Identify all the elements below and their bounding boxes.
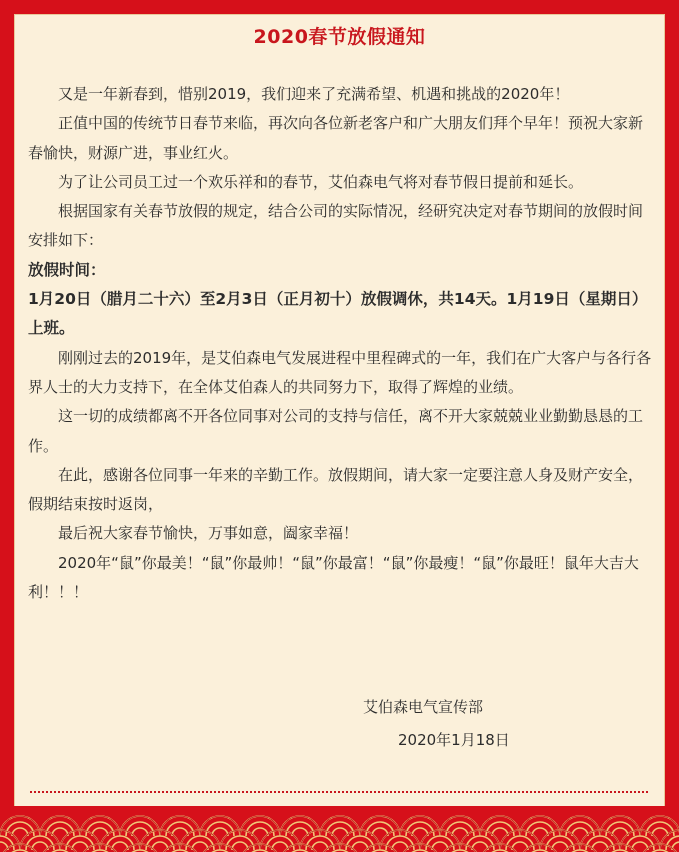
paragraph: 正值中国的传统节日春节来临，再次向各位新老客户和广大朋友们拜个早年！预祝大家新春愉快，财源广进，事业红火。 xyxy=(28,114,644,162)
signature-date: 2020年1月18日 xyxy=(398,731,510,749)
notice-body xyxy=(28,80,652,607)
dotted-divider xyxy=(30,791,648,793)
paragraph: 刚刚过去的2019年，是艾伯森电气发展进程中里程碑式的一年，我们在广大客户与各行各界人士的大力支持下，在全体艾伯森人的共同努力下，取得了辉煌的业绩。 xyxy=(28,348,652,396)
paragraph: 又是一年新春到，惜别2019，我们迎来了充满希望、机遇和挑战的2020年！ xyxy=(58,85,570,103)
paragraph: 这一切的成绩都离不开各位同事对公司的支持与信任，离不开大家兢兢业业勤勤恳恳的工作。 xyxy=(28,407,644,455)
holiday-dates: 1月20日（腊月二十六）至2月3日（正月初十）放假调休，共14天。1月19日（星期日）上班。 xyxy=(28,290,648,338)
auspicious-wave-border xyxy=(0,806,679,852)
paragraph: 在此，感谢各位同事一年来的辛勤工作。放假期间，请大家一定要注意人身及财产安全，假期结束按时返岗， xyxy=(28,465,644,514)
paragraph: 2020年“鼠”你最美！“鼠”你最帅！“鼠”你最富！“鼠”你最瘦！“鼠”你最旺！鼠年大吉大利！！！ xyxy=(28,553,639,602)
paragraph: 根据国家有关春节放假的规定，结合公司的实际情况，经研究决定对春节期间的放假时间安排如下： xyxy=(28,202,644,250)
paragraph: 为了让公司员工过一个欢乐祥和的春节，艾伯森电气将对春节假日提前和延长。 xyxy=(58,172,584,191)
wave-pattern-icon xyxy=(0,806,679,852)
notice-title: 2020春节放假通知 xyxy=(253,26,426,48)
signature-department: 艾伯森电气宣传部 xyxy=(363,698,484,716)
holiday-heading: 放假时间： xyxy=(28,260,106,279)
paragraph: 最后祝大家春节愉快，万事如意，阖家幸福！ xyxy=(58,524,359,543)
